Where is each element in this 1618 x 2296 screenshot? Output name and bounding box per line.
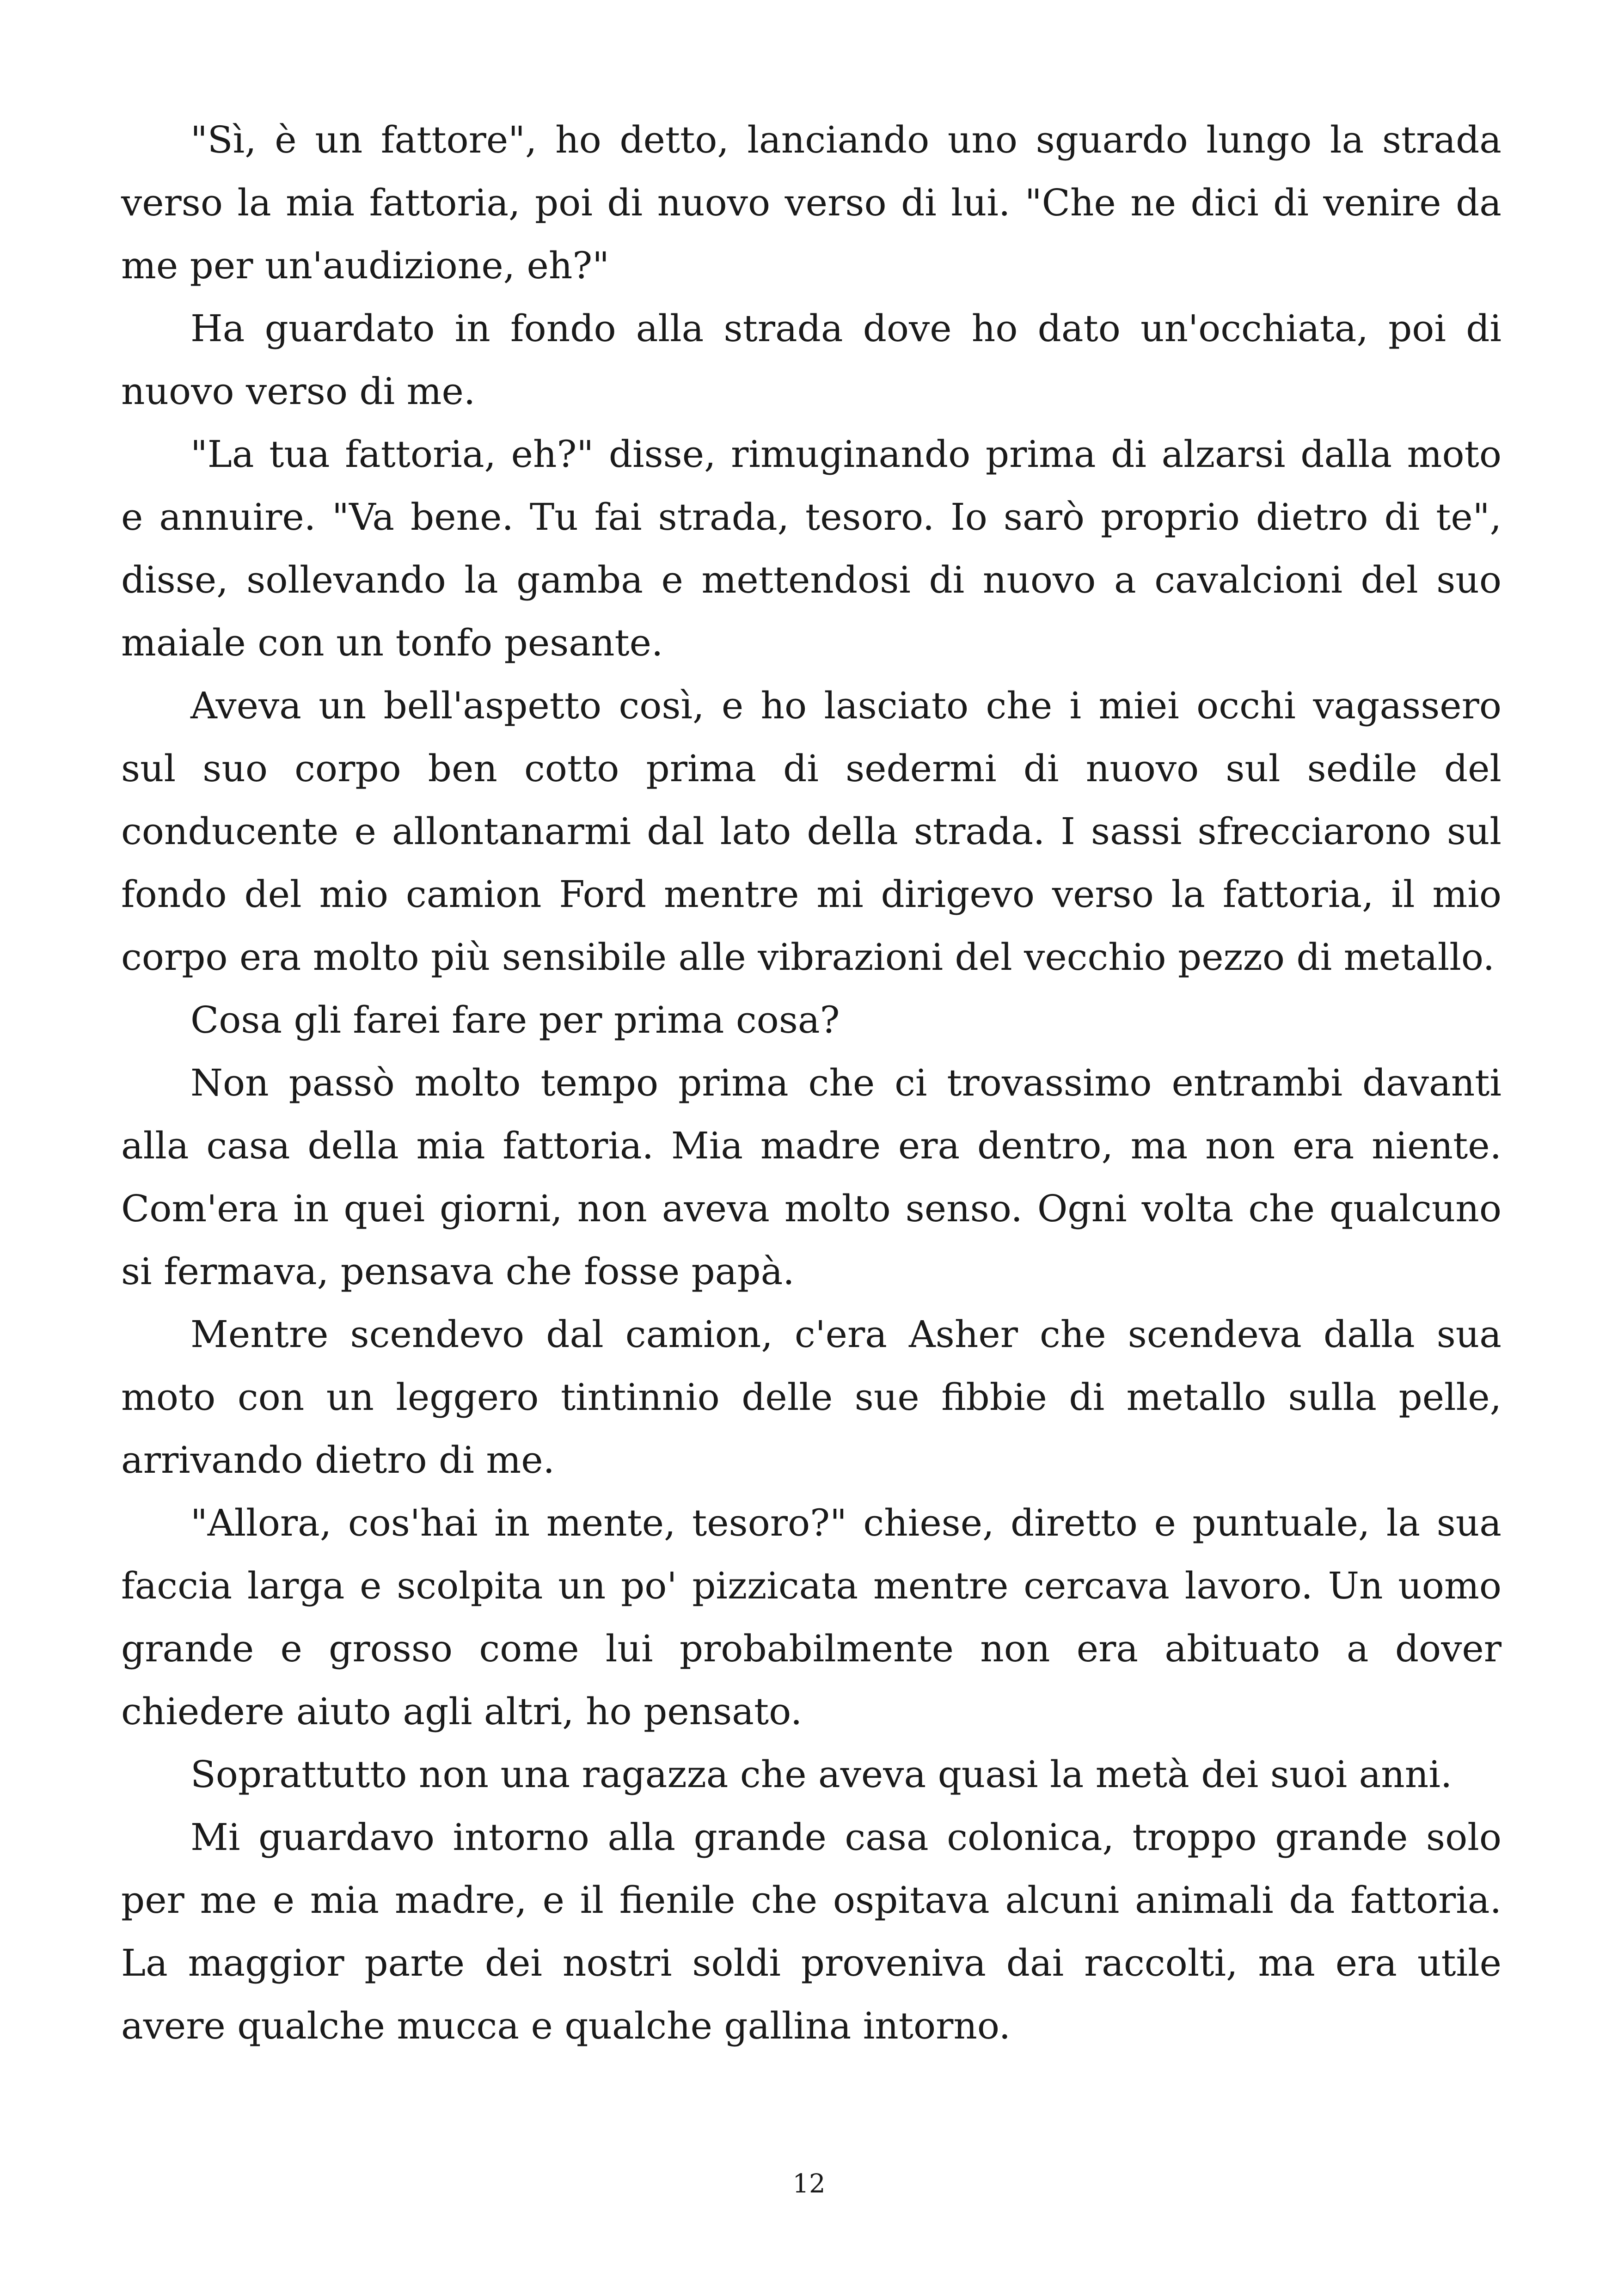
paragraph: "Sì, è un fattore", ho detto, lanciando uno sguardo lungo la strada verso la mia fattoria, poi di nuovo verso di lui. "Che ne dici di venire da me per un'audizione, eh?" (121, 118, 1502, 287)
paragraph: Soprattutto non una ragazza che aveva quasi la metà dei suoi anni. (190, 1753, 1453, 1796)
page-number: 12 (792, 2169, 826, 2199)
paragraph: "La tua fattoria, eh?" disse, rimuginando prima di alzarsi dalla moto e annuire. "Va bene. Tu fai strada, tesoro. Io sarò proprio dietro di te", disse, sollevando la gamba e mettendosi di nuovo a cavalcioni del suo maiale con un tonfo pesante. (121, 433, 1502, 664)
body-text (121, 109, 1502, 2057)
paragraph: "Allora, cos'hai in mente, tesoro?" chiese, diretto e puntuale, la sua faccia larga e scolpita un po' pizzicata mentre cercava lavoro. Un uomo grande e grosso come lui probabilmente non era abituato a dover chiedere aiuto agli altri, ho pensato. (121, 1501, 1502, 1733)
paragraph: Mi guardavo intorno alla grande casa colonica, troppo grande solo per me e mia madre, e il fienile che ospitava alcuni animali da fattoria. La maggior parte dei nostri soldi proveniva dai raccolti, ma era utile avere qualche mucca e qualche gallina intorno. (121, 1816, 1502, 2047)
paragraph: Mentre scendevo dal camion, c'era Asher che scendeva dalla sua moto con un leggero tintinnio delle sue fibbie di metallo sulla pelle, arrivando dietro di me. (121, 1313, 1502, 1482)
paragraph: Non passò molto tempo prima che ci trovassimo entrambi davanti alla casa della mia fattoria. Mia madre era dentro, ma non era niente. Com'era in quei giorni, non aveva molto senso. Ogni volta che qualcuno si fermava, pensava che fosse papà. (121, 1061, 1502, 1293)
paragraph: Cosa gli farei fare per prima cosa? (190, 998, 840, 1041)
paragraph: Ha guardato in fondo alla strada dove ho dato un'occhiata, poi di nuovo verso di me. (121, 307, 1502, 413)
paragraph: Aveva un bell'aspetto così, e ho lasciato che i miei occhi vagassero sul suo corpo ben cotto prima di sedermi di nuovo sul sedile del conducente e allontanarmi dal lato della strada. I sassi sfrecciarono sul fondo del mio camion Ford mentre mi dirigevo verso la fattoria, il mio corpo era molto più sensibile alle vibrazioni del vecchio pezzo di metallo. (121, 684, 1502, 979)
